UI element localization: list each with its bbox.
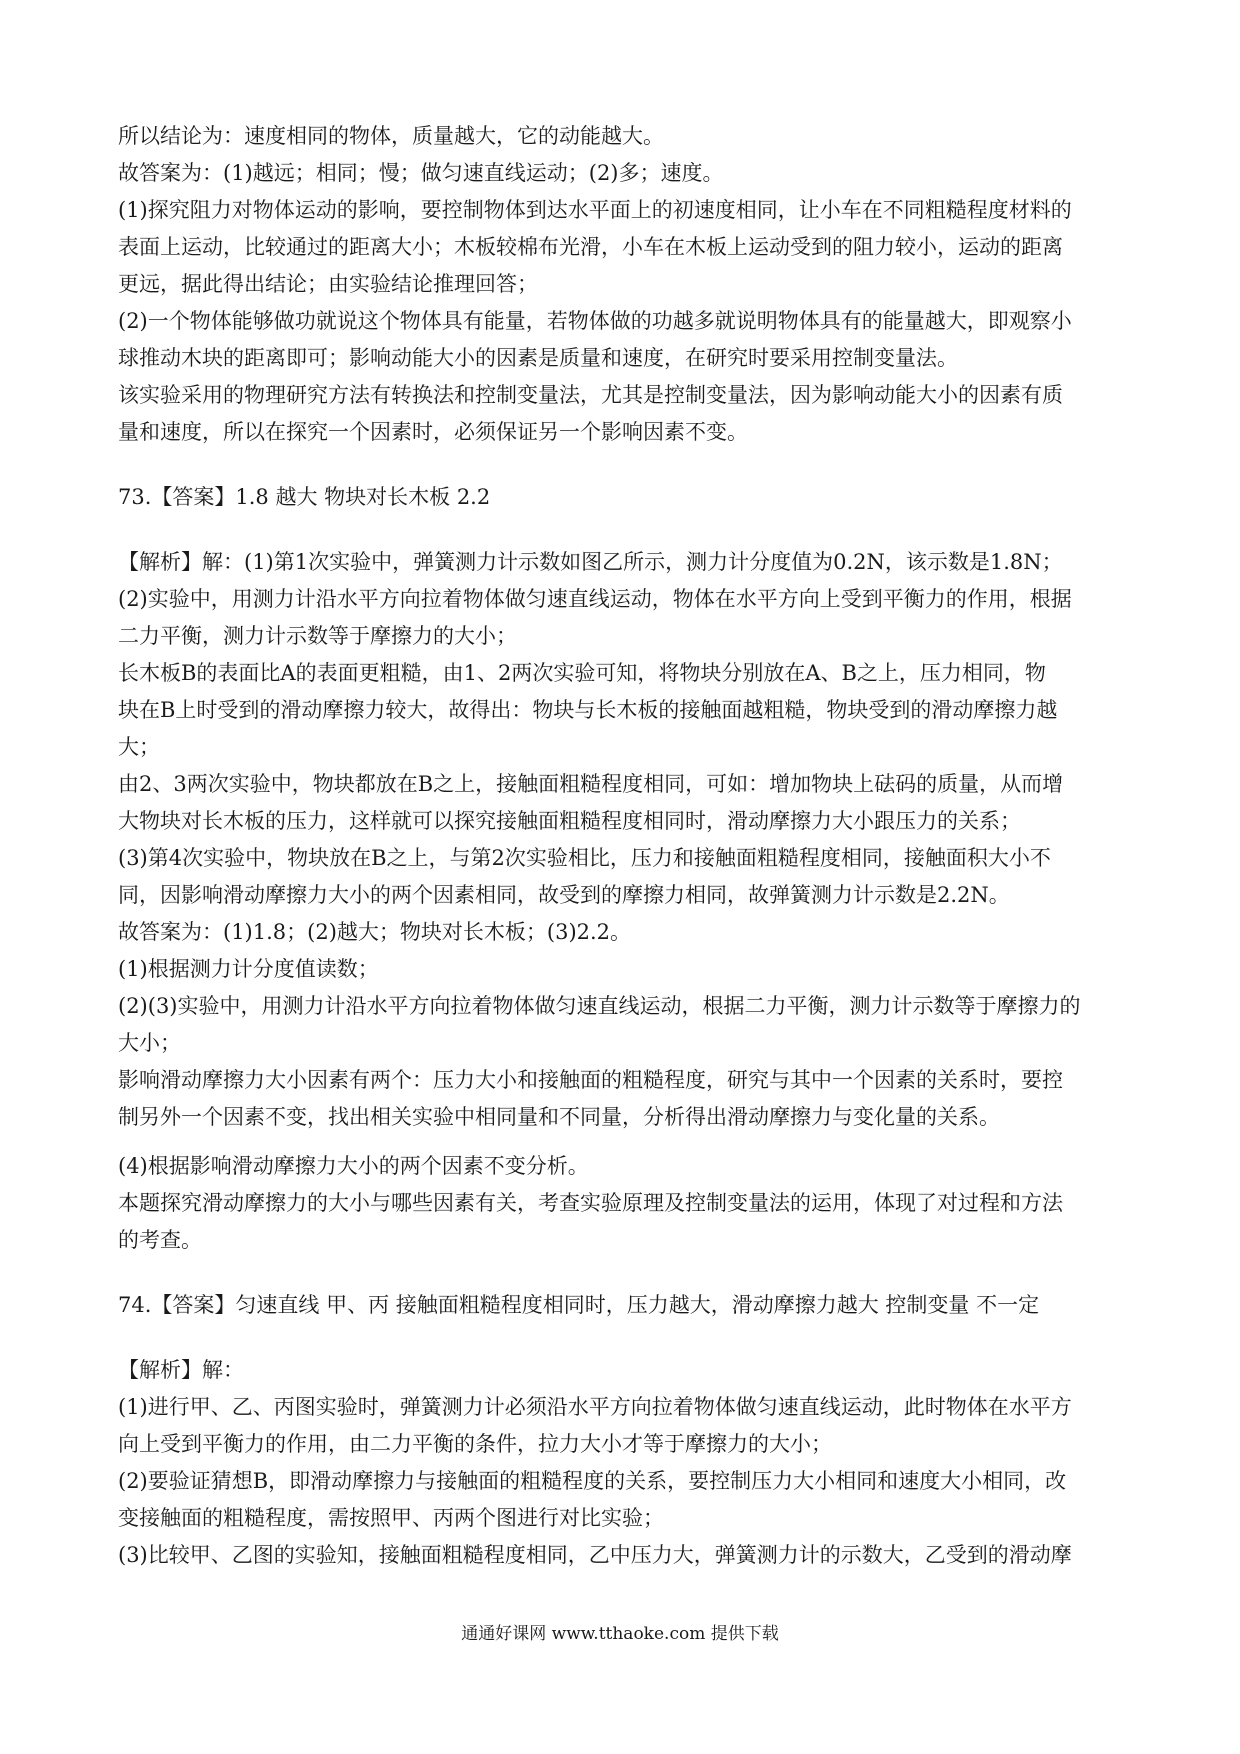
text-line: (4)根据影响滑动摩擦力大小的两个因素不变分析。 [118, 1154, 589, 1178]
text-line: (3)第4次实验中，物块放在B之上，与第2次实验相比，压力和接触面粗糙程度相同，接触面积大小不 [118, 846, 1051, 870]
text-line: 所以结论为：速度相同的物体，质量越大，它的动能越大。 [118, 124, 664, 148]
text-line: 球推动木块的距离即可；影响动能大小的因素是质量和速度，在研究时要采用控制变量法。 [118, 346, 958, 370]
text-line: (3)比较甲、乙图的实验知，接触面粗糙程度相同，乙中压力大，弹簧测力计的示数大，乙受到的滑动摩 [118, 1543, 1072, 1567]
text-line: 【解析】解： [118, 1358, 244, 1382]
text-line: (2)(3)实验中，用测力计沿水平方向拉着物体做匀速直线运动，根据二力平衡，测力计示数等于摩擦力的 [118, 994, 1081, 1018]
text-line: 向上受到平衡力的作用，由二力平衡的条件，拉力大小才等于摩擦力的大小； [118, 1432, 832, 1456]
paragraph-gap [118, 1259, 1128, 1287]
text-line: 73.【答案】1.8 越大 物块对长木板 2.2 [118, 485, 491, 509]
text-line: 由2、3两次实验中，物块都放在B之上，接触面粗糙程度相同，可如：增加物块上砝码的质量，从而增 [118, 772, 1064, 796]
text-line: 大； [118, 735, 160, 759]
text-line: 长木板B的表面比A的表面更粗糙，由1、2两次实验可知，将物块分别放在A、B之上，压力相同，物 [118, 661, 1046, 685]
text-line: 该实验采用的物理研究方法有转换法和控制变量法，尤其是控制变量法，因为影响动能大小的因素有质 [118, 383, 1063, 407]
text-line: 故答案为：(1)越远；相同；慢；做匀速直线运动；(2)多；速度。 [118, 161, 724, 185]
text-line: 74.【答案】匀速直线 甲、丙 接触面粗糙程度相同时，压力越大，滑动摩擦力越大 控制变量 不一定 [118, 1293, 1040, 1317]
text-line: 本题探究滑动摩擦力的大小与哪些因素有关，考查实验原理及控制变量法的运用，体现了对过程和方法 [118, 1191, 1063, 1215]
document-body [118, 118, 1128, 1574]
text-line: 更远，据此得出结论；由实验结论推理回答； [118, 272, 538, 296]
text-line: 变接触面的粗糙程度，需按照甲、丙两个图进行对比实验； [118, 1506, 664, 1530]
text-line: 同，因影响滑动摩擦力大小的两个因素相同，故受到的摩擦力相同，故弹簧测力计示数是2.2N。 [118, 883, 1010, 907]
text-line: 影响滑动摩擦力大小因素有两个：压力大小和接触面的粗糙程度，研究与其中一个因素的关系时，要控 [118, 1068, 1063, 1092]
text-line: 二力平衡，测力计示数等于摩擦力的大小； [118, 624, 517, 648]
text-line: 的考查。 [118, 1228, 202, 1252]
text-line: 量和速度，所以在探究一个因素时，必须保证另一个影响因素不变。 [118, 420, 748, 444]
text-line: (2)实验中，用测力计沿水平方向拉着物体做匀速直线运动，物体在水平方向上受到平衡力的作用，根据 [118, 587, 1072, 611]
text-line: 制另外一个因素不变，找出相关实验中相同量和不同量，分析得出滑动摩擦力与变化量的关系。 [118, 1105, 1000, 1129]
paragraph-gap [118, 516, 1128, 544]
text-line: (1)进行甲、乙、丙图实验时，弹簧测力计必须沿水平方向拉着物体做匀速直线运动，此时物体在水平方 [118, 1395, 1072, 1419]
paragraph-gap [118, 1324, 1128, 1352]
text-line: 大小； [118, 1031, 181, 1055]
text-line: 块在B上时受到的滑动摩擦力较大，故得出：物块与长木板的接触面越粗糙，物块受到的滑动摩擦力越 [118, 698, 1058, 722]
text-line: (1)根据测力计分度值读数； [118, 957, 379, 981]
text-line: (2)要验证猜想B，即滑动摩擦力与接触面的粗糙程度的关系，要控制压力大小相同和速度大小相同，改 [118, 1469, 1067, 1493]
text-line: (1)探究阻力对物体运动的影响，要控制物体到达水平面上的初速度相同，让小车在不同粗糙程度材料的 [118, 198, 1072, 222]
paragraph-gap [118, 1136, 1128, 1148]
text-line: 【解析】解：(1)第1次实验中，弹簧测力计示数如图乙所示，测力计分度值为0.2N，该示数是1.8N； [118, 550, 1063, 574]
page-footer: 通通好课网 www.tthaoke.com 提供下载 [461, 1624, 779, 1644]
paragraph-gap [118, 451, 1128, 479]
text-line: (2)一个物体能够做功就说这个物体具有能量，若物体做的功越多就说明物体具有的能量越大，即观察小 [118, 309, 1072, 333]
text-line: 大物块对长木板的压力，这样就可以探究接触面粗糙程度相同时，滑动摩擦力大小跟压力的关系； [118, 809, 1021, 833]
text-line: 故答案为：(1)1.8；(2)越大；物块对长木板；(3)2.2。 [118, 920, 632, 944]
text-line: 表面上运动，比较通过的距离大小；木板较棉布光滑，小车在木板上运动受到的阻力较小，运动的距离 [118, 235, 1063, 259]
